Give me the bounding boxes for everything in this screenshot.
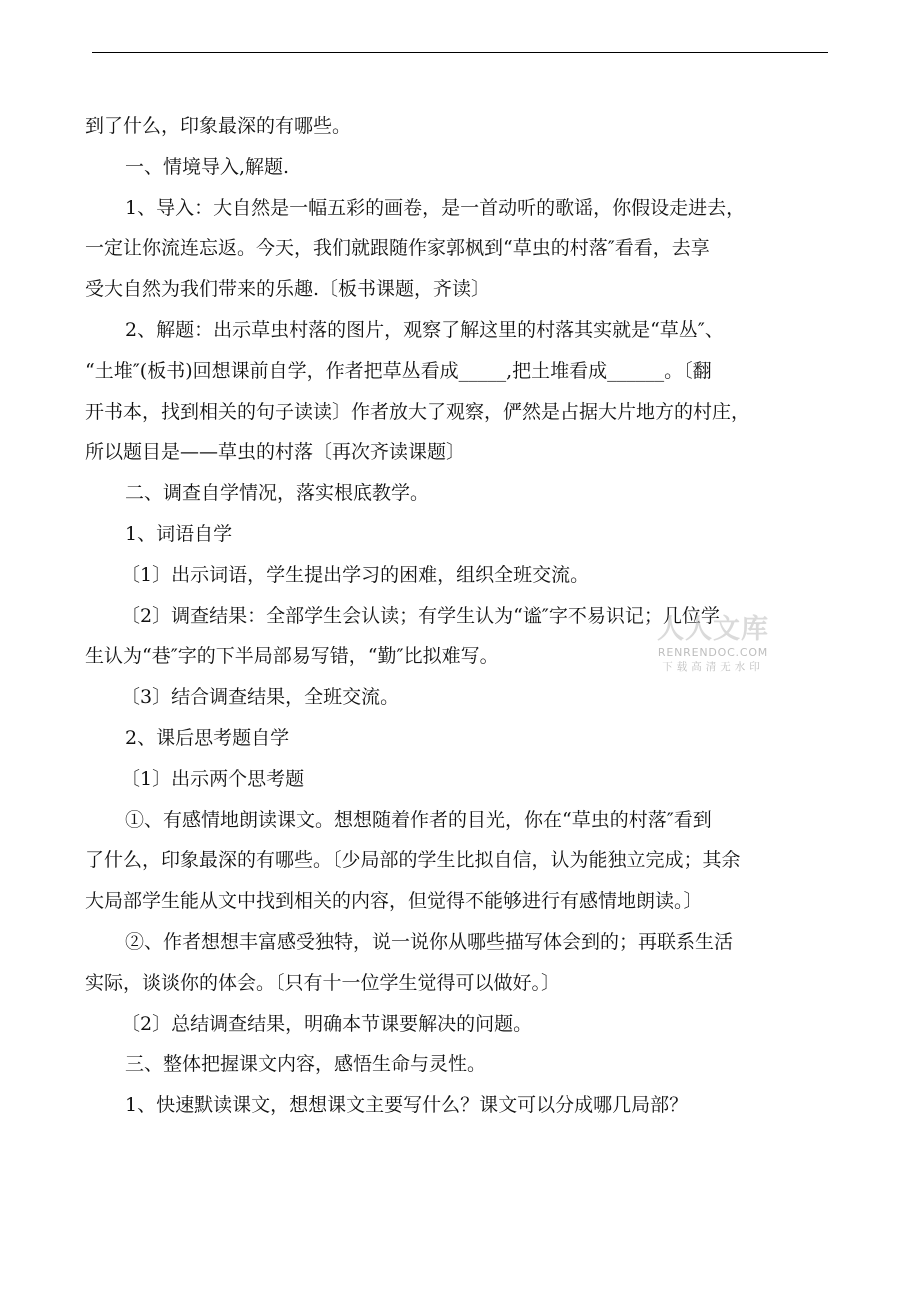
text-line: 所以题目是——草虫的村落〔再次齐读课题〕: [85, 441, 466, 464]
watermark-tagline: 下载高清无水印: [662, 661, 764, 673]
watermark-title: 人人文库: [657, 614, 769, 645]
text-line: 2、解题：出示草虫村落的图片，观察了解这里的村落其实就是“草丛″、: [125, 318, 724, 341]
document-body: [85, 106, 829, 1126]
text-line: 〔2〕总结调查结果，明确本节课要解决的问题。: [121, 1012, 533, 1035]
text-line: ①、有感情地朗读课文。想想随着作者的目光，你在“草虫的村落″看到: [125, 808, 712, 831]
subsection-heading: 2、课后思考题自学: [125, 726, 290, 749]
header-rule: [92, 52, 828, 53]
text-line: 〔1〕出示词语，学生提出学习的困难，组织全班交流。: [121, 563, 590, 586]
text-line: 大局部学生能从文中找到相关的内容，但觉得不能够进行有感情地朗读。〕: [85, 890, 703, 913]
text-line: 了什么，印象最深的有哪些。〔少局部的学生比拟自信，认为能独立完成；其余: [85, 849, 741, 872]
text-line: 开书本，找到相关的句子读读〕作者放大了观察，俨然是占据大片地方的村庄，: [85, 400, 751, 423]
text-line: 1、快速默读课文，想想课文主要写什么？课文可以分成哪几局部？: [125, 1094, 689, 1117]
text-line: 〔1〕出示两个思考题: [121, 767, 305, 790]
section-heading: 二、调查自学情况，落实根底教学。: [125, 482, 430, 505]
text-line: 到了什么，印象最深的有哪些。: [85, 115, 352, 137]
text-line: 受大自然为我们带来的乐趣.〔板书课题，齐读〕: [85, 278, 491, 301]
section-heading: 一、情境导入,解题.: [125, 155, 290, 178]
text-line: “土堆″(板书)回想课前自学，作者把草丛看成_____,把土堆看成______。〔翻: [85, 359, 712, 382]
watermark-domain: RENRENDOC.COM: [657, 646, 769, 659]
text-line: 生认为“巷″字的下半局部易写错，“勤″比拟难写。: [85, 645, 499, 668]
section-heading: 三、整体把握课文内容，感悟生命与灵性。: [125, 1053, 487, 1076]
text-line: 1、导入：大自然是一幅五彩的画卷，是一首动听的歌谣，你假设走进去，: [125, 196, 746, 219]
text-line: 实际，谈谈你的体会。〔只有十一位学生觉得可以做好。〕: [85, 971, 561, 994]
text-line: ②、作者想想丰富感受独特，说一说你从哪些描写体会到的；再联系生活: [125, 930, 734, 953]
text-line: 〔2〕调查结果：全部学生会认读；有学生认为“谧″字不易识记；几位学: [121, 604, 720, 627]
text-line: 一定让你流连忘返。今天，我们就跟随作家郭枫到“草虫的村落″看看，去享: [85, 237, 710, 260]
subsection-heading: 1、词语自学: [125, 522, 233, 545]
text-line: 〔3〕结合调查结果，全班交流。: [121, 686, 400, 709]
